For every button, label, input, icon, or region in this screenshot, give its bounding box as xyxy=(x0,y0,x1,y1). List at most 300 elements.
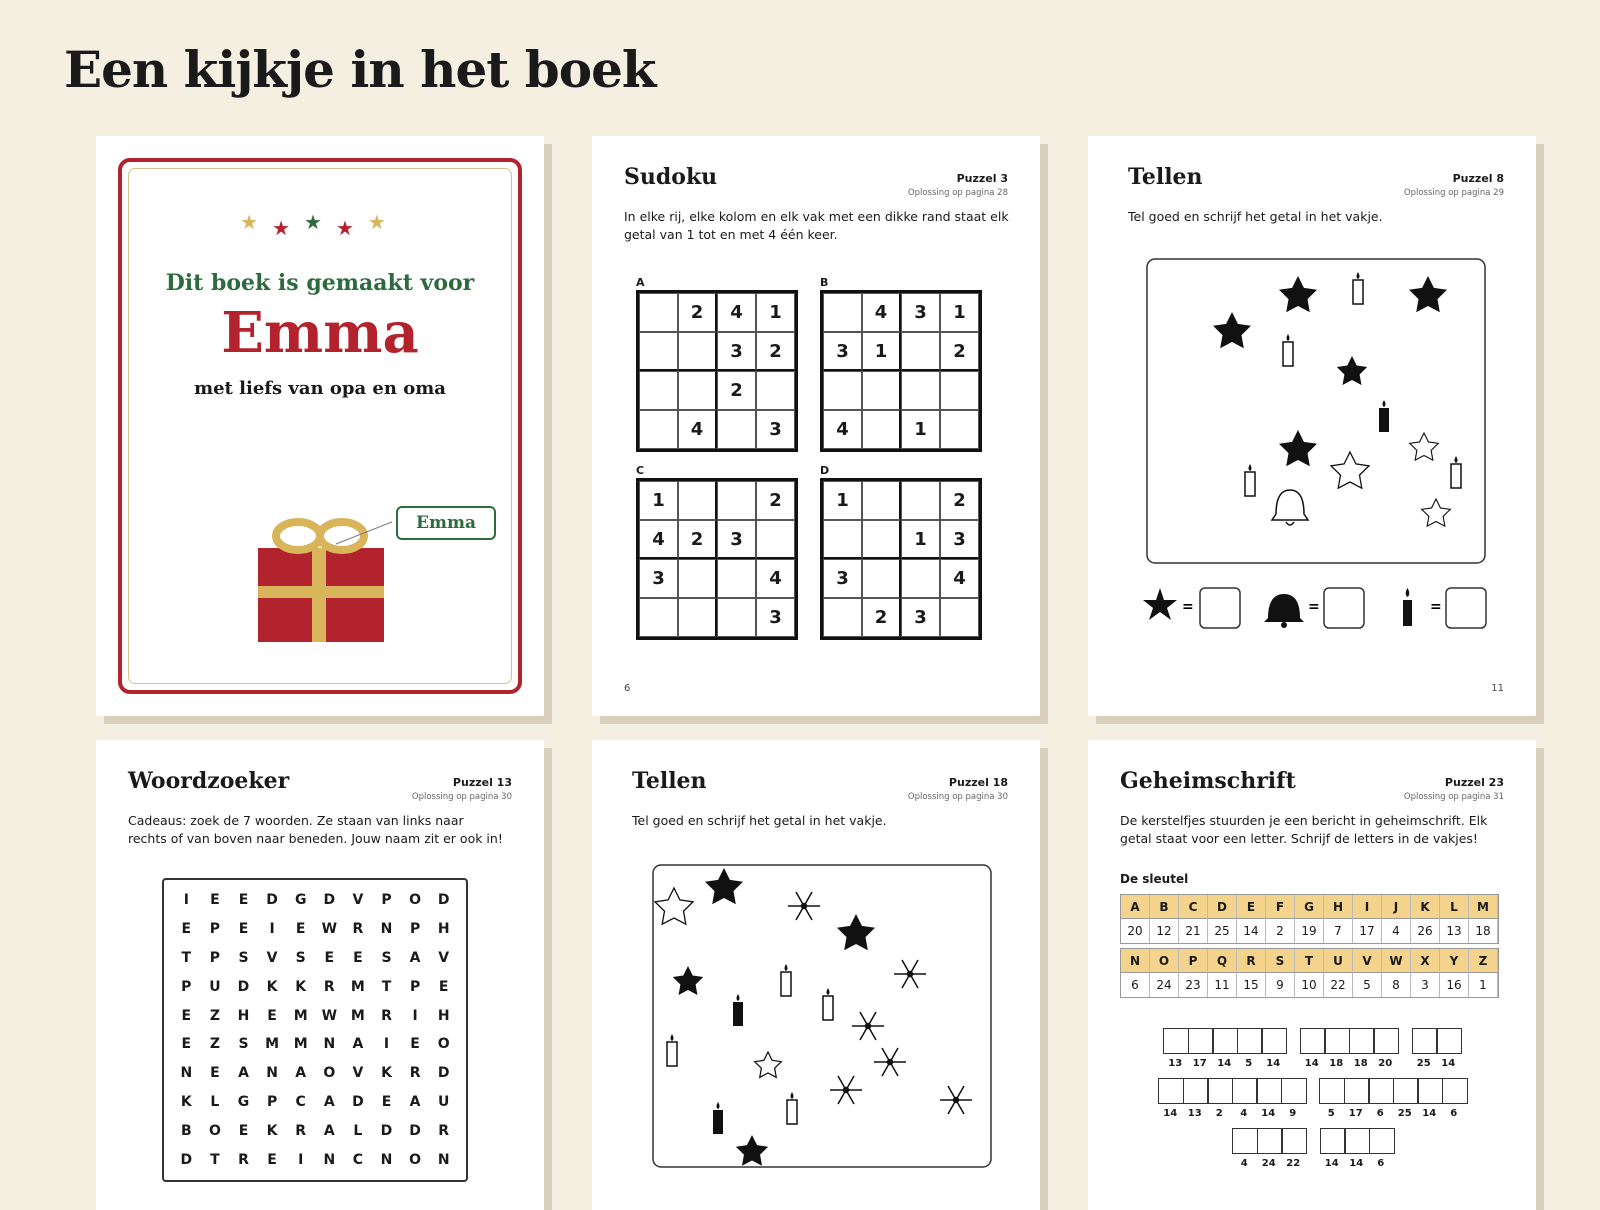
answer-box[interactable] xyxy=(1344,1128,1370,1154)
word-search-letter[interactable]: N xyxy=(380,1151,393,1168)
answer-word-boxes[interactable] xyxy=(1412,1028,1461,1054)
answer-box[interactable] xyxy=(1349,1028,1375,1054)
word-search-letter[interactable]: D xyxy=(237,978,250,995)
word-search-letter[interactable]: E xyxy=(267,1007,277,1024)
sudoku-cell[interactable] xyxy=(940,371,979,410)
answer-box[interactable] xyxy=(1232,1078,1258,1104)
word-search-letter[interactable]: O xyxy=(437,1036,450,1053)
word-search-letter[interactable]: E xyxy=(295,921,306,938)
sudoku-cell[interactable] xyxy=(823,371,862,410)
word-search-letter[interactable]: H xyxy=(437,1007,450,1024)
sudoku-cell[interactable]: 3 xyxy=(940,520,979,559)
sudoku-cell[interactable]: 3 xyxy=(756,410,795,449)
word-search-letter[interactable]: O xyxy=(409,892,422,909)
key-letter: H xyxy=(1324,895,1353,919)
sudoku-label: A xyxy=(636,276,645,289)
instruction: Tel goed en schrijf het getal in het vakje. xyxy=(1128,209,1383,224)
word-search-letter[interactable]: E xyxy=(238,921,249,938)
answer-box[interactable] xyxy=(1256,1078,1282,1104)
word-search-letter[interactable]: P xyxy=(409,921,421,938)
svg-text:=: = xyxy=(1430,599,1442,615)
word-search-letter[interactable]: V xyxy=(352,1065,364,1082)
code-number: 13 xyxy=(1187,1108,1202,1119)
answer-box[interactable] xyxy=(1300,1028,1326,1054)
counting-picture xyxy=(1146,258,1486,564)
word-search-letter[interactable]: N xyxy=(380,921,393,938)
sudoku-cell[interactable]: 1 xyxy=(639,481,678,520)
sudoku-cell[interactable] xyxy=(717,410,756,449)
sudoku-cell[interactable]: 2 xyxy=(940,332,979,371)
word-search-letter[interactable]: E xyxy=(181,1007,192,1024)
sudoku-cell[interactable] xyxy=(823,520,862,559)
sudoku-cell[interactable]: 3 xyxy=(823,332,862,371)
sudoku-cell[interactable]: 3 xyxy=(901,293,940,332)
word-search-letter[interactable]: M xyxy=(265,1036,280,1053)
word-search-letter[interactable]: A xyxy=(323,1093,335,1110)
sudoku-cell[interactable]: 1 xyxy=(901,520,940,559)
star-icon: ★ xyxy=(240,210,273,234)
word-search-letter[interactable]: A xyxy=(352,1036,364,1053)
word-search-letter[interactable]: P xyxy=(266,1093,278,1110)
answer-box[interactable] xyxy=(1344,1078,1370,1104)
book-page-cover[interactable] xyxy=(96,136,544,716)
answer-box[interactable] xyxy=(1207,1078,1233,1104)
key-label: De sleutel xyxy=(1120,872,1189,886)
key-number: 6 xyxy=(1121,973,1150,997)
instruction: Tel goed en schrijf het getal in het vakje. xyxy=(632,813,887,828)
sudoku-cell[interactable]: 2 xyxy=(678,520,717,559)
answer-box[interactable] xyxy=(1237,1028,1263,1054)
word-search-letter[interactable]: N xyxy=(323,1151,336,1168)
code-numbers xyxy=(1300,1058,1398,1069)
code-numbers xyxy=(1319,1108,1466,1119)
key-letter: U xyxy=(1324,949,1353,973)
key-number: 5 xyxy=(1353,973,1382,997)
word-search-letter[interactable]: D xyxy=(180,1151,193,1168)
sudoku-cell[interactable]: 4 xyxy=(823,410,862,449)
word-search-letter[interactable]: Z xyxy=(209,1036,220,1053)
answer-box[interactable] xyxy=(1257,1128,1283,1154)
sudoku-cell[interactable] xyxy=(862,520,901,559)
answer-box[interactable] xyxy=(1393,1078,1419,1104)
page-title: Tellen xyxy=(1128,164,1203,190)
cipher-key-table xyxy=(1120,948,1499,998)
answer-box[interactable] xyxy=(1261,1028,1287,1054)
word-search-letter[interactable]: A xyxy=(238,1065,249,1082)
word-search-letter[interactable]: P xyxy=(409,978,421,995)
sudoku-cell[interactable]: 2 xyxy=(940,481,979,520)
code-number: 20 xyxy=(1378,1058,1393,1069)
word-search-letter[interactable]: E xyxy=(324,949,335,966)
word-search-letter[interactable]: E xyxy=(210,1065,220,1082)
word-search-letter[interactable]: K xyxy=(295,978,307,995)
sudoku-cell[interactable]: 3 xyxy=(717,332,756,371)
key-number: 2 xyxy=(1266,919,1295,943)
word-search-letter[interactable]: H xyxy=(437,921,450,938)
sudoku-cell[interactable]: 4 xyxy=(862,293,901,332)
key-number: 9 xyxy=(1266,973,1295,997)
key-letter: I xyxy=(1353,895,1382,919)
code-numbers xyxy=(1412,1058,1461,1069)
key-number: 18 xyxy=(1469,919,1498,943)
book-page-tellen[interactable] xyxy=(1088,136,1536,716)
word-search-letter[interactable]: M xyxy=(293,1007,308,1024)
sudoku-cell[interactable]: 3 xyxy=(823,559,862,598)
sudoku-cell[interactable]: 2 xyxy=(678,293,717,332)
word-search-letter[interactable]: U xyxy=(438,1093,450,1110)
code-number: 14 xyxy=(1349,1158,1364,1169)
word-search-letter[interactable]: K xyxy=(180,1093,192,1110)
solution-reference: Oplossing op pagina 30 xyxy=(907,792,1008,802)
word-search-letter[interactable]: G xyxy=(237,1093,250,1110)
word-search-letter[interactable]: D xyxy=(437,892,450,909)
sudoku-cell[interactable] xyxy=(823,293,862,332)
book-page-sudoku[interactable] xyxy=(592,136,1040,716)
code-number: 17 xyxy=(1192,1058,1207,1069)
word-search-letter[interactable]: S xyxy=(381,949,392,966)
word-search-letter[interactable]: N xyxy=(437,1151,450,1168)
sudoku-cell[interactable]: 2 xyxy=(862,598,901,637)
sudoku-cell[interactable]: 2 xyxy=(756,332,795,371)
code-number: 17 xyxy=(1348,1108,1363,1119)
page-title: Woordzoeker xyxy=(128,768,290,794)
page-title: Sudoku xyxy=(624,164,718,190)
key-letter: L xyxy=(1440,895,1469,919)
key-number: 12 xyxy=(1150,919,1179,943)
word-search-letter[interactable]: C xyxy=(352,1151,364,1168)
answer-box[interactable] xyxy=(1369,1128,1395,1154)
key-letter: O xyxy=(1150,949,1179,973)
sudoku-cell[interactable] xyxy=(756,520,795,559)
code-number: 6 xyxy=(1376,1108,1384,1119)
word-search-letter[interactable]: R xyxy=(352,921,364,938)
word-search-letter[interactable]: R xyxy=(295,1122,307,1139)
answer-word-boxes[interactable] xyxy=(1319,1078,1466,1104)
key-letter: A xyxy=(1121,895,1150,919)
sudoku-cell[interactable] xyxy=(862,559,901,598)
word-search-letter[interactable]: I xyxy=(383,1036,390,1053)
solution-reference: Oplossing op pagina 31 xyxy=(1403,792,1504,802)
svg-text:=: = xyxy=(1308,599,1320,615)
sudoku-cell[interactable]: 4 xyxy=(678,410,717,449)
key-number: 8 xyxy=(1382,973,1411,997)
answer-word-boxes[interactable] xyxy=(1158,1078,1305,1104)
answer-box[interactable] xyxy=(1412,1028,1438,1054)
sudoku-label: D xyxy=(820,464,830,477)
code-number: 5 xyxy=(1245,1058,1253,1069)
word-search-letter[interactable]: Z xyxy=(209,1007,220,1024)
code-numbers xyxy=(1232,1158,1306,1169)
sudoku-cell[interactable] xyxy=(639,293,678,332)
word-search-letter[interactable]: E xyxy=(181,1036,192,1053)
word-search-letter[interactable]: V xyxy=(438,949,450,966)
word-search-letter[interactable]: I xyxy=(269,921,275,938)
sudoku-cell[interactable] xyxy=(862,481,901,520)
puzzle-number: Puzzel 3 xyxy=(956,172,1008,185)
word-search-letter[interactable]: V xyxy=(266,949,278,966)
sudoku-cell[interactable] xyxy=(678,481,717,520)
sudoku-cell[interactable]: 3 xyxy=(901,598,940,637)
sudoku-cell[interactable] xyxy=(639,332,678,371)
puzzle-number: Puzzel 23 xyxy=(1444,776,1504,789)
word-search-letter[interactable]: A xyxy=(409,1093,421,1110)
sudoku-cell[interactable]: 3 xyxy=(717,520,756,559)
word-search-letter[interactable]: A xyxy=(295,1065,307,1082)
code-number: 13 xyxy=(1168,1058,1183,1069)
instruction: In elke rij, elke kolom en elk vak met een dikke rand staat elk getal van 1 tot en met 4 één keer. xyxy=(624,209,1009,242)
star-icon: ★ xyxy=(304,210,336,234)
word-search-letter[interactable]: D xyxy=(380,1122,393,1139)
key-number: 11 xyxy=(1208,973,1237,997)
word-search-letter[interactable]: R xyxy=(438,1122,450,1139)
sudoku-cell[interactable] xyxy=(756,371,795,410)
sudoku-cell[interactable] xyxy=(717,481,756,520)
sudoku-cell[interactable]: 4 xyxy=(940,559,979,598)
word-search-letter[interactable]: V xyxy=(352,892,364,909)
word-search-letter[interactable]: T xyxy=(181,949,192,966)
key-letter: B xyxy=(1150,895,1179,919)
answer-box[interactable] xyxy=(1212,1028,1238,1054)
sudoku-cell[interactable]: 2 xyxy=(756,481,795,520)
sudoku-cell[interactable]: 3 xyxy=(639,559,678,598)
word-search-letter[interactable]: I xyxy=(298,1151,304,1168)
sudoku-cell[interactable] xyxy=(901,332,940,371)
key-number: 14 xyxy=(1237,919,1266,943)
word-search-letter[interactable]: M xyxy=(350,1007,365,1024)
code-number: 18 xyxy=(1329,1058,1344,1069)
word-search-letter[interactable]: E xyxy=(438,978,449,995)
sudoku-cell[interactable]: 1 xyxy=(756,293,795,332)
answer-word-boxes[interactable] xyxy=(1163,1028,1286,1054)
word-search-letter[interactable]: M xyxy=(293,1036,308,1053)
sudoku-grid xyxy=(636,290,798,452)
word-search-letter[interactable]: D xyxy=(437,1065,450,1082)
code-number: 9 xyxy=(1289,1108,1297,1119)
word-search-letter[interactable]: R xyxy=(238,1151,249,1168)
key-number: 17 xyxy=(1353,919,1382,943)
word-search-letter[interactable]: E xyxy=(238,892,249,909)
puzzle-number: Puzzel 18 xyxy=(948,776,1008,789)
sudoku-cell[interactable] xyxy=(717,598,756,637)
code-number: 14 xyxy=(1261,1108,1276,1119)
instruction: De kerstelfjes stuurden je een bericht in geheimschrift. Elk getal staat voor een letter. Schrijf de letters in de vakjes! xyxy=(1120,813,1488,846)
word-search-letter[interactable]: I xyxy=(183,892,189,909)
key-number: 16 xyxy=(1440,973,1469,997)
word-search-letter[interactable]: E xyxy=(353,949,363,966)
key-letter: D xyxy=(1208,895,1237,919)
cover-frame xyxy=(118,158,522,694)
word-search-letter[interactable]: G xyxy=(294,892,307,909)
word-search-letter[interactable]: R xyxy=(323,978,335,995)
sudoku-cell[interactable] xyxy=(639,410,678,449)
answer-box[interactable] xyxy=(1183,1078,1209,1104)
sudoku-cell[interactable]: 1 xyxy=(901,410,940,449)
word-search-letter[interactable]: E xyxy=(181,921,192,938)
sudoku-cell[interactable] xyxy=(639,371,678,410)
word-search-letter[interactable]: E xyxy=(267,1151,277,1168)
word-search-letter[interactable]: D xyxy=(323,892,336,909)
word-search-letter[interactable]: E xyxy=(381,1093,392,1110)
word-search-letter[interactable]: T xyxy=(210,1151,220,1168)
word-search-letter[interactable]: O xyxy=(323,1065,336,1082)
key-number: 23 xyxy=(1179,973,1208,997)
word-search-letter[interactable]: L xyxy=(210,1093,220,1110)
word-search-letter[interactable]: C xyxy=(295,1093,306,1110)
key-letter: R xyxy=(1237,949,1266,973)
key-letter: J xyxy=(1382,895,1411,919)
word-search-letter[interactable]: E xyxy=(238,1122,249,1139)
word-search-letter[interactable]: U xyxy=(209,978,221,995)
answer-box[interactable] xyxy=(1163,1028,1189,1054)
sudoku-cell[interactable] xyxy=(862,410,901,449)
word-search-letter[interactable]: O xyxy=(208,1122,221,1139)
solution-reference: Oplossing op pagina 29 xyxy=(1403,188,1504,198)
key-letter: W xyxy=(1382,949,1411,973)
book-page-geheimschrift[interactable] xyxy=(1088,740,1536,1210)
key-letter: N xyxy=(1121,949,1150,973)
key-letter: M xyxy=(1469,895,1498,919)
solution-reference: Oplossing op pagina 28 xyxy=(907,188,1008,198)
sudoku-cell[interactable] xyxy=(678,559,717,598)
key-number: 7 xyxy=(1324,919,1353,943)
word-search-letter[interactable]: P xyxy=(209,949,221,966)
code-number: 14 xyxy=(1266,1058,1281,1069)
sudoku-cell[interactable]: 1 xyxy=(862,332,901,371)
sudoku-cell[interactable]: 1 xyxy=(940,293,979,332)
word-search-letter[interactable]: S xyxy=(295,949,306,966)
word-search-letter[interactable]: E xyxy=(410,1036,420,1053)
key-number: 22 xyxy=(1324,973,1353,997)
book-page-woordzoeker[interactable] xyxy=(96,740,544,1210)
code-number: 14 xyxy=(1163,1108,1178,1119)
sudoku-cell[interactable] xyxy=(678,598,717,637)
key-letter: V xyxy=(1353,949,1382,973)
key-number: 19 xyxy=(1295,919,1324,943)
sudoku-cell[interactable]: 3 xyxy=(756,598,795,637)
word-search-letter[interactable]: K xyxy=(381,1065,392,1082)
word-search-letter[interactable]: B xyxy=(180,1122,192,1139)
page-number: 11 xyxy=(1491,683,1504,694)
sudoku-cell[interactable]: 4 xyxy=(717,293,756,332)
answer-box[interactable] xyxy=(1232,1128,1258,1154)
key-letter: K xyxy=(1411,895,1440,919)
sudoku-cell[interactable]: 4 xyxy=(639,520,678,559)
answer-box[interactable] xyxy=(1281,1078,1307,1104)
word-search-letter[interactable]: R xyxy=(409,1065,421,1082)
word-search-letter[interactable]: D xyxy=(409,1122,421,1139)
word-search-letter[interactable]: L xyxy=(353,1122,363,1139)
key-letter: Z xyxy=(1469,949,1498,973)
code-number: 24 xyxy=(1261,1158,1276,1169)
sudoku-cell[interactable] xyxy=(901,371,940,410)
word-search-letter[interactable]: S xyxy=(238,949,249,966)
stars-row xyxy=(122,210,518,240)
code-number: 5 xyxy=(1327,1108,1335,1119)
answer-word-boxes[interactable] xyxy=(1300,1028,1398,1054)
word-search-letter[interactable]: N xyxy=(180,1065,193,1082)
cover-name: Emma xyxy=(221,300,419,366)
sudoku-cell[interactable] xyxy=(678,371,717,410)
word-search-letter[interactable]: K xyxy=(266,1122,278,1139)
key-number: 4 xyxy=(1382,919,1411,943)
sudoku-cell[interactable] xyxy=(678,332,717,371)
word-search-letter[interactable]: A xyxy=(409,949,421,966)
sudoku-cell[interactable]: 2 xyxy=(717,371,756,410)
answer-word-boxes[interactable] xyxy=(1320,1128,1394,1154)
word-search-letter[interactable]: R xyxy=(381,1007,392,1024)
sudoku-cell[interactable] xyxy=(639,598,678,637)
key-number: 26 xyxy=(1411,919,1440,943)
solution-reference: Oplossing op pagina 30 xyxy=(411,792,512,802)
book-page-tellen[interactable] xyxy=(592,740,1040,1210)
key-number: 25 xyxy=(1208,919,1237,943)
word-search-letter[interactable]: A xyxy=(323,1122,335,1139)
answer-box[interactable] xyxy=(1417,1078,1443,1104)
word-search-letter[interactable]: M xyxy=(350,978,365,995)
code-numbers xyxy=(1163,1058,1286,1069)
word-search-letter[interactable]: T xyxy=(381,978,392,995)
word-search-letter[interactable]: N xyxy=(323,1036,336,1053)
sudoku-cell[interactable] xyxy=(901,481,940,520)
word-search-letter[interactable]: S xyxy=(238,1036,249,1053)
word-search-letter[interactable]: P xyxy=(381,892,392,909)
sudoku-cell[interactable] xyxy=(901,559,940,598)
word-search-letter[interactable]: K xyxy=(266,978,278,995)
word-search-letter[interactable]: W xyxy=(321,1007,338,1024)
puzzle-number: Puzzel 8 xyxy=(1452,172,1504,185)
sudoku-cell[interactable]: 1 xyxy=(823,481,862,520)
sudoku-cell[interactable] xyxy=(823,598,862,637)
key-letter: G xyxy=(1295,895,1324,919)
answer-box[interactable] xyxy=(1436,1028,1462,1054)
page-heading: Een kijkje in het boek xyxy=(64,40,656,99)
answer-box[interactable] xyxy=(1368,1078,1394,1104)
sudoku-cell[interactable] xyxy=(717,559,756,598)
code-numbers xyxy=(1320,1158,1394,1169)
sudoku-cell[interactable] xyxy=(940,410,979,449)
word-search-letter[interactable]: O xyxy=(409,1151,422,1168)
word-search-letter[interactable]: H xyxy=(237,1007,250,1024)
word-search-letter[interactable]: P xyxy=(181,978,192,995)
answer-box[interactable] xyxy=(1324,1028,1350,1054)
key-letter: Q xyxy=(1208,949,1237,973)
code-number: 2 xyxy=(1215,1108,1223,1119)
sudoku-cell[interactable]: 4 xyxy=(756,559,795,598)
answer-box[interactable] xyxy=(1188,1028,1214,1054)
word-search-letter[interactable]: I xyxy=(412,1007,418,1024)
code-number: 18 xyxy=(1353,1058,1368,1069)
answer-box[interactable] xyxy=(1158,1078,1184,1104)
sudoku-cell[interactable] xyxy=(862,371,901,410)
answer-word-boxes[interactable] xyxy=(1232,1128,1306,1154)
word-search-letter[interactable]: D xyxy=(352,1093,364,1110)
word-search-letter[interactable]: W xyxy=(321,921,338,938)
answer-box[interactable] xyxy=(1319,1078,1345,1104)
word-search-letter[interactable]: P xyxy=(209,921,221,938)
word-search-letter[interactable]: D xyxy=(266,892,278,909)
answer-box[interactable] xyxy=(1442,1078,1468,1104)
code-number: 14 xyxy=(1324,1158,1339,1169)
sudoku-cell[interactable] xyxy=(940,598,979,637)
answer-box[interactable] xyxy=(1320,1128,1346,1154)
answer-box[interactable] xyxy=(1373,1028,1399,1054)
word-search-letter[interactable]: N xyxy=(266,1065,278,1082)
answer-row xyxy=(1142,582,1502,632)
svg-text:=: = xyxy=(1182,599,1194,615)
word-search-letter[interactable]: E xyxy=(210,892,220,909)
answer-box[interactable] xyxy=(1281,1128,1307,1154)
code-number: 6 xyxy=(1450,1108,1458,1119)
